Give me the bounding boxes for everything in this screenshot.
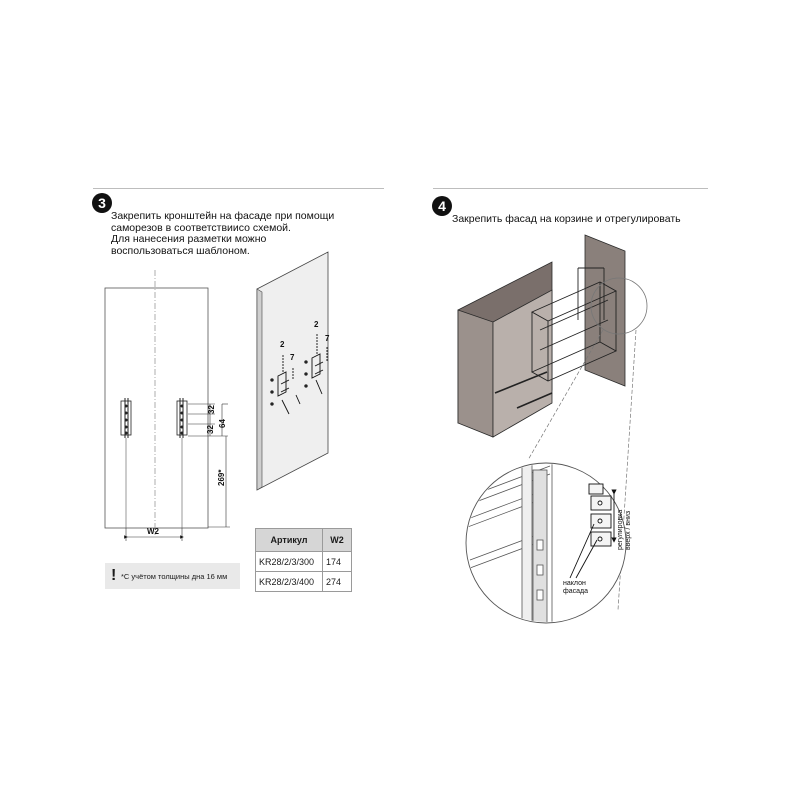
step-3-line-2: саморезов в соответствиисо схемой. — [111, 221, 291, 234]
cell-article: KR28/2/3/300 — [256, 552, 323, 572]
step-3-line-1: Закрепить кронштейн на фасаде при помощи — [111, 210, 335, 222]
bracket-left — [121, 398, 131, 528]
table-header-row — [256, 529, 352, 552]
step-3-badge: 3 — [92, 193, 112, 213]
dim-32-bottom: 32 — [206, 425, 215, 434]
cabinet-body — [458, 262, 552, 437]
door-panel-perspective — [257, 252, 328, 490]
callout-right-2: 2 — [314, 320, 319, 329]
vertical-adjust-label — [617, 510, 633, 550]
table-row — [256, 552, 352, 572]
dim-32-top: 32 — [207, 405, 216, 414]
vertical-adjust-line-2: вверх / вниз — [625, 510, 632, 550]
front-panel-template — [105, 270, 208, 535]
cell-w2: 174 — [323, 552, 352, 572]
step-4-badge: 4 — [432, 196, 452, 216]
thickness-note — [105, 563, 240, 589]
warning-icon: ! — [111, 567, 117, 584]
bracket-right — [177, 398, 187, 528]
callout-left-2: 2 — [280, 340, 285, 349]
dim-64: 64 — [218, 419, 227, 428]
step-3-line-3: Для нанесения разметки можно — [111, 233, 267, 245]
vertical-adjust-line-1: регулировка — [617, 509, 624, 550]
tilt-line-1: наклон — [563, 580, 586, 587]
header-w2: W2 — [323, 529, 352, 552]
tilt-line-2: фасада — [563, 588, 589, 595]
header-article: Артикул — [256, 529, 323, 552]
step-4-instruction: Закрепить фасад на корзине и отрегулировать — [452, 213, 681, 225]
cell-article: KR28/2/3/400 — [256, 572, 323, 592]
dim-w2: W2 — [147, 527, 159, 536]
cell-w2: 274 — [323, 572, 352, 592]
tilt-label — [563, 580, 588, 596]
article-width-table — [255, 528, 352, 592]
table-row — [256, 572, 352, 592]
dim-269: 269* — [217, 469, 226, 486]
step-3-line-4: воспользоваться шаблоном. — [111, 244, 250, 257]
callout-right-7: 7 — [325, 334, 330, 343]
callout-left-7: 7 — [290, 353, 295, 362]
thickness-note-text: *С учётом толщины дна 16 мм — [121, 572, 228, 581]
